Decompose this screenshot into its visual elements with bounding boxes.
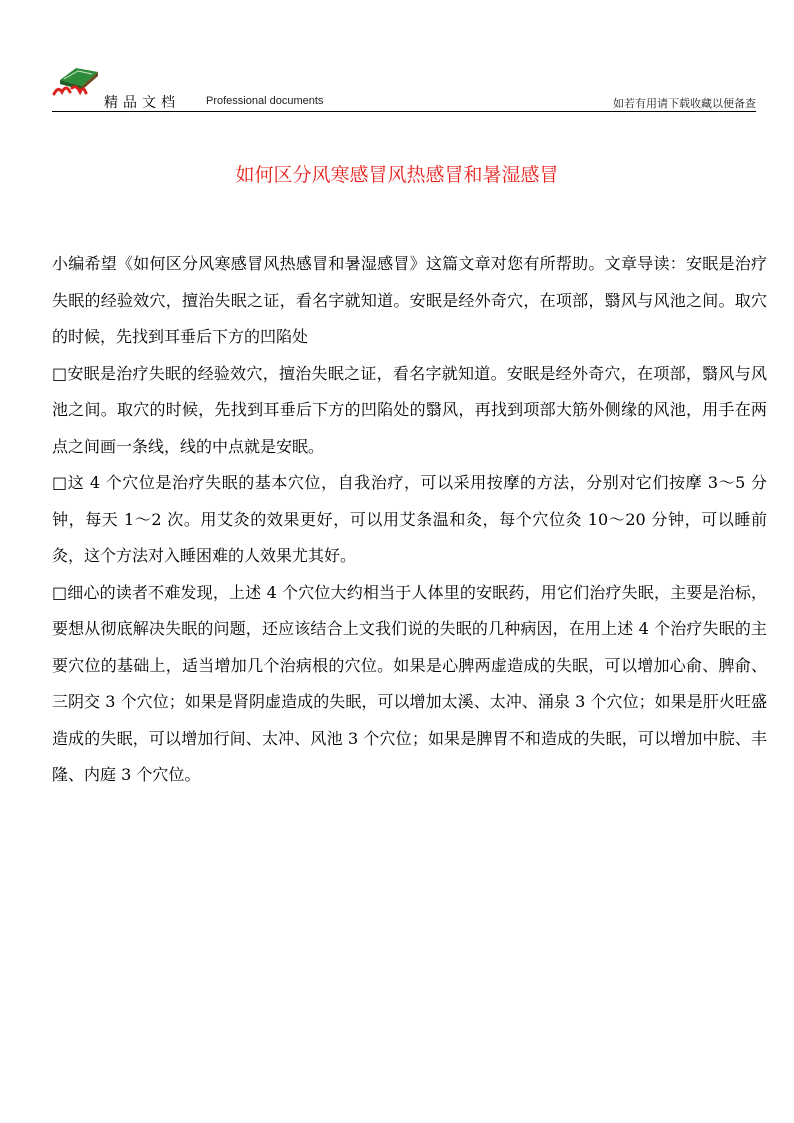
paragraph-marker: □ bbox=[52, 582, 68, 602]
paragraph bbox=[52, 246, 767, 356]
paragraph bbox=[52, 465, 767, 575]
paragraph-marker: □ bbox=[52, 473, 68, 492]
paragraph-marker: □ bbox=[52, 363, 68, 383]
paragraph bbox=[52, 575, 767, 794]
document-title: 如何区分风寒感冒风热感冒和暑湿感冒 bbox=[235, 164, 559, 186]
header-brand: 精品文档 bbox=[104, 95, 180, 111]
header-subtitle: Professional documents bbox=[206, 95, 324, 107]
paragraph-text: 这 4 个穴位是治疗失眠的基本穴位，自我治疗，可以采用按摩的方法，分别对它们按摩 3～5 分钟，每天 1～2 次。用艾灸的效果更好，可以用艾条温和灸，每个穴位灸 10～20 分钟，可以睡前灸，这个方法对入睡困难的人效果尤其好。 bbox=[52, 473, 767, 565]
paragraph-text: 小编希望《如何区分风寒感冒风热感冒和暑湿感冒》这篇文章对您有所帮助。文章导读：安眠是治疗失眠的经验效穴，擅治失眠之证，看名字就知道。安眠是经外奇穴，在项部，翳风与风池之间。取穴的时候，先找到耳垂后下方的凹陷处 bbox=[52, 254, 767, 346]
book-logo-icon bbox=[52, 58, 104, 102]
document-body bbox=[52, 246, 767, 794]
paragraph bbox=[52, 356, 767, 466]
header-divider bbox=[52, 111, 756, 112]
page-header bbox=[52, 50, 756, 110]
header-note: 如若有用请下载收藏以便备查 bbox=[613, 97, 756, 110]
paragraph-text: 细心的读者不难发现，上述 4 个穴位大约相当于人体里的安眠药，用它们治疗失眠，主要是治标，要想从彻底解决失眠的问题，还应该结合上文我们说的失眠的几种病因，在用上述 4 个治疗失眠的主要穴位的基础上，适当增加几个治病根的穴位。如果是心脾两虚造成的失眠，可以增加心俞、脾俞、三阴交 3 个穴位；如果是肾阴虚造成的失眠，可以增加太溪、太冲、涌泉 3 个穴位；如果是肝火旺盛造成的失眠，可以增加行间、太冲、风池 3 个穴位；如果是脾胃不和造成的失眠，可以增加中脘、丰隆、内庭 3 个穴位。 bbox=[52, 582, 767, 784]
paragraph-text: 安眠是治疗失眠的经验效穴，擅治失眠之证，看名字就知道。安眠是经外奇穴，在项部，翳风与风池之间。取穴的时候，先找到耳垂后下方的凹陷处的翳风，再找到项部大筋外侧缘的风池，用手在两点之间画一条线，线的中点就是安眠。 bbox=[52, 363, 767, 456]
